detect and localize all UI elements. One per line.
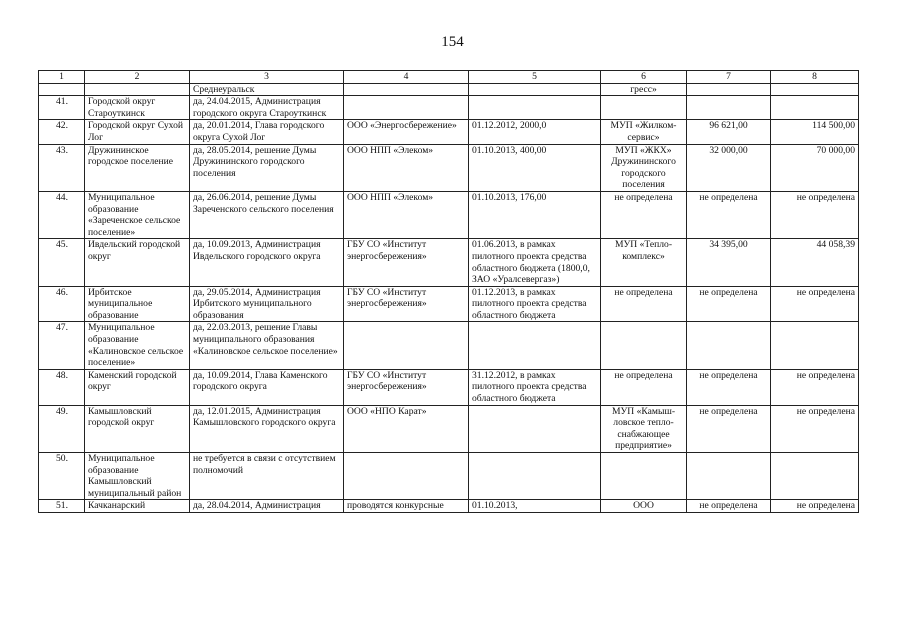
header-cell: 5 — [469, 71, 601, 84]
municipality-cell: Камышловский городской округ — [85, 405, 190, 452]
value-col8-cell: не определена — [771, 369, 859, 405]
contractor-cell: ГБУ СО «Институт энергосбережения» — [344, 369, 469, 405]
decision-cell: да, 22.03.2013, решение Главы муниципального образования «Калиновское сельское поселение» — [190, 322, 344, 369]
contractor-cell: ООО НПП «Элеком» — [344, 191, 469, 238]
header-cell: 1 — [39, 71, 85, 84]
table-row — [39, 83, 859, 96]
value-col8-cell — [771, 453, 859, 500]
decision-cell: да, 10.09.2014, Глава Каменского городского округа — [190, 369, 344, 405]
value-col7-cell — [687, 453, 771, 500]
row-number-cell: 48. — [39, 369, 85, 405]
value-col8-cell — [771, 83, 859, 96]
decision-cell: да, 12.01.2015, Администрация Камышловского городского округа — [190, 405, 344, 452]
contractor-cell: ООО «НПО Карат» — [344, 405, 469, 452]
organization-cell — [601, 96, 687, 120]
date-amount-cell: 01.10.2013, 176,00 — [469, 191, 601, 238]
municipality-cell: Ивдельский городской округ — [85, 239, 190, 286]
table-row — [39, 500, 859, 513]
value-col7-cell: не определена — [687, 500, 771, 513]
municipality-cell: Ирбитское муниципальное образование — [85, 286, 190, 322]
organization-cell: МУП «ЖКХ» Дружининского городского поселения — [601, 144, 687, 191]
date-amount-cell: 01.06.2013, в рамках пилотного проекта средства областного бюджета (1800,0, ЗАО «Уралсевергаз») — [469, 239, 601, 286]
row-number-cell: 44. — [39, 191, 85, 238]
header-row — [39, 71, 859, 84]
organization-cell: МУП «Тепло-комплекс» — [601, 239, 687, 286]
decision-cell: да, 20.01.2014, Глава городского округа Сухой Лог — [190, 120, 344, 144]
table-row — [39, 239, 859, 286]
value-col7-cell — [687, 96, 771, 120]
row-number-cell: 46. — [39, 286, 85, 322]
municipality-cell: Качканарский — [85, 500, 190, 513]
municipality-cell: Муниципальное образование Камышловский муниципальный район — [85, 453, 190, 500]
decision-cell: да, 28.05.2014, решение Думы Дружининского городского поселения — [190, 144, 344, 191]
row-number-cell: 42. — [39, 120, 85, 144]
row-number-cell: 49. — [39, 405, 85, 452]
header-cell: 7 — [687, 71, 771, 84]
date-amount-cell: 01.12.2013, в рамках пилотного проекта средства областного бюджета — [469, 286, 601, 322]
organization-cell: МУП «Камыш-ловское тепло-снабжающее предприятие» — [601, 405, 687, 452]
municipality-cell — [85, 83, 190, 96]
contractor-cell — [344, 96, 469, 120]
date-amount-cell: 01.10.2013, 400,00 — [469, 144, 601, 191]
decision-cell: не требуется в связи с отсутствием полномочий — [190, 453, 344, 500]
contractor-cell — [344, 83, 469, 96]
contractor-cell: ООО НПП «Элеком» — [344, 144, 469, 191]
table-row — [39, 96, 859, 120]
table-row — [39, 322, 859, 369]
header-cell: 4 — [344, 71, 469, 84]
value-col7-cell: не определена — [687, 369, 771, 405]
municipality-cell: Дружининское городское поселение — [85, 144, 190, 191]
value-col8-cell: не определена — [771, 405, 859, 452]
contractor-cell: ГБУ СО «Институт энергосбережения» — [344, 286, 469, 322]
organization-cell: МУП «Жилком-сервис» — [601, 120, 687, 144]
contractor-cell: ГБУ СО «Институт энергосбережения» — [344, 239, 469, 286]
value-col7-cell: не определена — [687, 191, 771, 238]
table-row — [39, 453, 859, 500]
value-col8-cell: не определена — [771, 500, 859, 513]
table-row — [39, 120, 859, 144]
decision-cell: да, 24.04.2015, Администрация городского округа Староуткинск — [190, 96, 344, 120]
organization-cell: ООО — [601, 500, 687, 513]
row-number-cell: 43. — [39, 144, 85, 191]
municipality-cell: Каменский городской округ — [85, 369, 190, 405]
date-amount-cell — [469, 322, 601, 369]
contractor-cell — [344, 322, 469, 369]
organization-cell: не определена — [601, 286, 687, 322]
organization-cell — [601, 322, 687, 369]
document-table — [38, 70, 859, 513]
organization-cell — [601, 453, 687, 500]
organization-cell: не определена — [601, 369, 687, 405]
contractor-cell: ООО «Энергосбережение» — [344, 120, 469, 144]
value-col8-cell: 44 058,39 — [771, 239, 859, 286]
value-col8-cell — [771, 96, 859, 120]
value-col7-cell: не определена — [687, 286, 771, 322]
date-amount-cell — [469, 96, 601, 120]
municipality-cell: Муниципальное образование «Зареченское сельское поселение» — [85, 191, 190, 238]
value-col7-cell: не определена — [687, 405, 771, 452]
organization-cell: не определена — [601, 191, 687, 238]
value-col7-cell: 32 000,00 — [687, 144, 771, 191]
header-cell: 3 — [190, 71, 344, 84]
date-amount-cell — [469, 83, 601, 96]
value-col7-cell: 96 621,00 — [687, 120, 771, 144]
value-col8-cell: 70 000,00 — [771, 144, 859, 191]
decision-cell: да, 28.04.2014, Администрация — [190, 500, 344, 513]
contractor-cell — [344, 453, 469, 500]
value-col7-cell: 34 395,00 — [687, 239, 771, 286]
row-number-cell: 47. — [39, 322, 85, 369]
page-number: 154 — [441, 34, 464, 50]
decision-cell: да, 29.05.2014, Администрация Ирбитского муниципального образования — [190, 286, 344, 322]
decision-cell: да, 26.06.2014, решение Думы Зареченского сельского поселения — [190, 191, 344, 238]
row-number-cell — [39, 83, 85, 96]
header-cell: 8 — [771, 71, 859, 84]
date-amount-cell: 01.12.2012, 2000,0 — [469, 120, 601, 144]
contractor-cell: проводятся конкурсные — [344, 500, 469, 513]
decision-cell: Среднеуральск — [190, 83, 344, 96]
row-number-cell: 41. — [39, 96, 85, 120]
date-amount-cell: 31.12.2012, в рамках пилотного проекта средства областного бюджета — [469, 369, 601, 405]
date-amount-cell — [469, 453, 601, 500]
decision-cell: да, 10.09.2013, Администрация Ивдельского городского округа — [190, 239, 344, 286]
header-cell: 2 — [85, 71, 190, 84]
municipality-cell: Городской округ Староуткинск — [85, 96, 190, 120]
table-row — [39, 286, 859, 322]
table-row — [39, 405, 859, 452]
value-col8-cell: 114 500,00 — [771, 120, 859, 144]
value-col8-cell: не определена — [771, 191, 859, 238]
municipality-cell: Городской округ Сухой Лог — [85, 120, 190, 144]
table-row — [39, 191, 859, 238]
municipality-cell: Муниципальное образование «Калиновское сельское поселение» — [85, 322, 190, 369]
table-row — [39, 144, 859, 191]
header-cell: 6 — [601, 71, 687, 84]
organization-cell: гресс» — [601, 83, 687, 96]
value-col7-cell — [687, 322, 771, 369]
row-number-cell: 50. — [39, 453, 85, 500]
value-col8-cell: не определена — [771, 286, 859, 322]
row-number-cell: 51. — [39, 500, 85, 513]
date-amount-cell: 01.10.2013, — [469, 500, 601, 513]
date-amount-cell — [469, 405, 601, 452]
value-col8-cell — [771, 322, 859, 369]
value-col7-cell — [687, 83, 771, 96]
table-row — [39, 369, 859, 405]
row-number-cell: 45. — [39, 239, 85, 286]
